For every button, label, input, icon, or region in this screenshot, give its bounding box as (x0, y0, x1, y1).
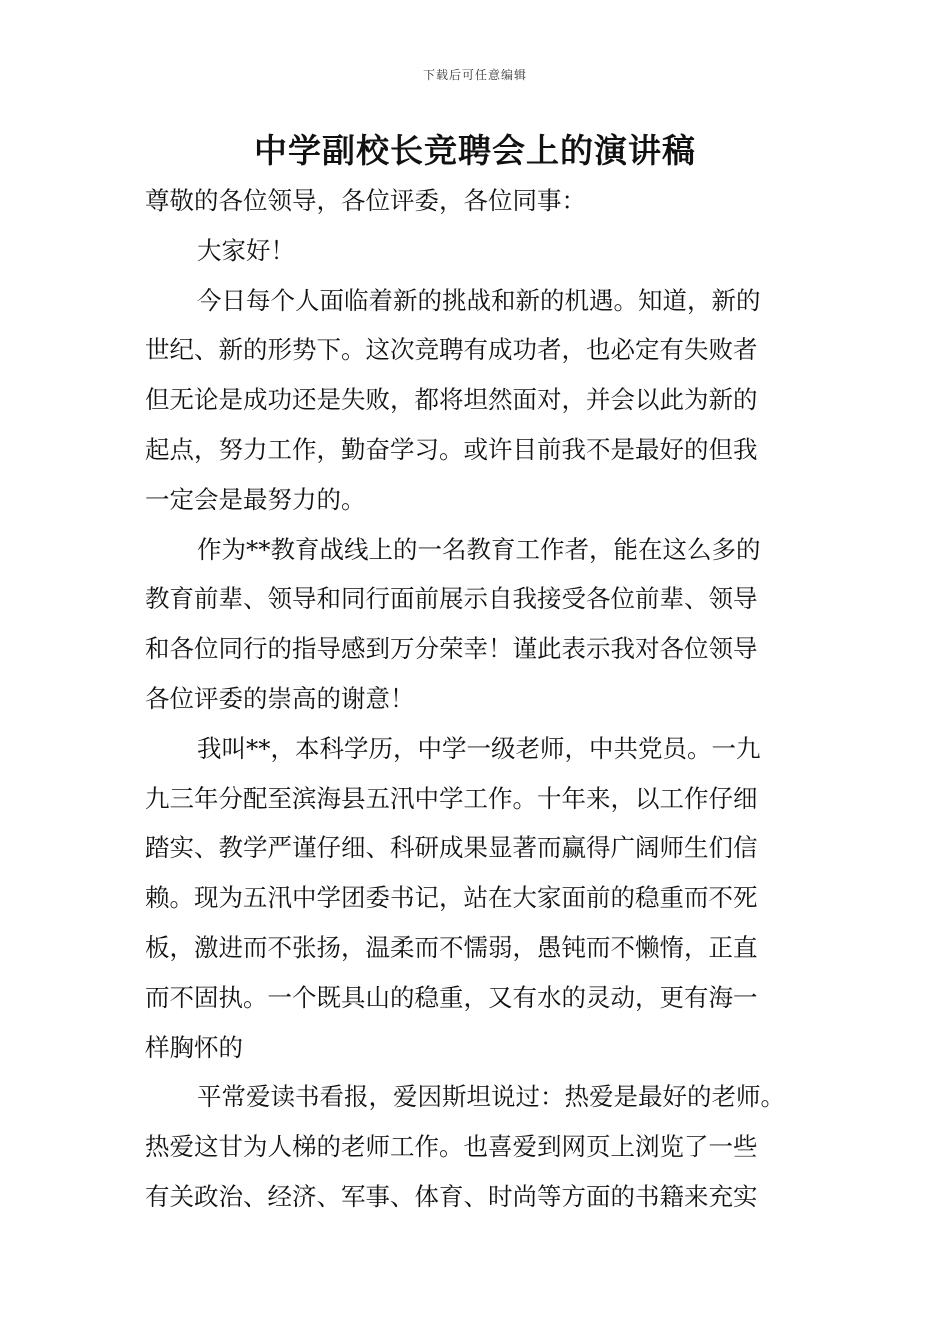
text-line: 起点，努力工作，勤奋学习。或许目前我不是最好的但我 (145, 434, 758, 464)
text-line: 踏实、教学严谨仔细、科研成果显著而赢得广阔师生们信 (145, 833, 758, 863)
text-line: 样胸怀的 (145, 1032, 243, 1062)
text-line: 世纪、新的形势下。这次竞聘有成功者，也必定有失败者 (145, 335, 758, 365)
text-line: 九三年分配至滨海县五汛中学工作。十年来，以工作仔细 (145, 783, 758, 813)
text-line: 一定会是最努力的。 (145, 484, 366, 514)
document-title: 中学副校长竞聘会上的演讲稿 (254, 131, 696, 170)
header-note: 下载后可任意编辑 (422, 68, 527, 82)
text-line: 我叫**，本科学历，中学一级老师，中共党员。一九 (197, 733, 761, 763)
text-line: 平常爱读书看报，爱因斯坦说过：热爱是最好的老师。 (197, 1082, 785, 1112)
text-line: 教育前辈、领导和同行面前展示自我接受各位前辈、领导 (145, 584, 758, 614)
text-line: 而不固执。一个既具山的稳重，又有水的灵动，更有海一 (145, 982, 758, 1012)
text-line: 作为**教育战线上的一名教育工作者，能在这么多的 (197, 534, 761, 564)
text-line: 今日每个人面临着新的挑战和新的机遇。知道，新的 (197, 285, 761, 315)
text-line: 有关政治、经济、军事、体育、时尚等方面的书籍来充实 (145, 1181, 758, 1211)
text-line: 和各位同行的指导感到万分荣幸！谨此表示我对各位领导 (145, 634, 758, 664)
text-line: 但无论是成功还是失败，都将坦然面对，并会以此为新的 (145, 385, 758, 415)
text-line: 大家好！ (197, 235, 295, 265)
document-body (145, 176, 813, 1222)
text-line: 板，激进而不张扬，温柔而不懦弱，愚钝而不懒惰，正直 (145, 932, 758, 962)
text-line: 各位评委的崇高的谢意！ (145, 683, 415, 713)
text-line: 赖。现为五汛中学团委书记，站在大家面前的稳重而不死 (145, 883, 758, 913)
text-line: 尊敬的各位领导，各位评委，各位同事： (145, 186, 586, 215)
text-line: 热爱这甘为人梯的老师工作。也喜爱到网页上浏览了一些 (145, 1132, 758, 1162)
